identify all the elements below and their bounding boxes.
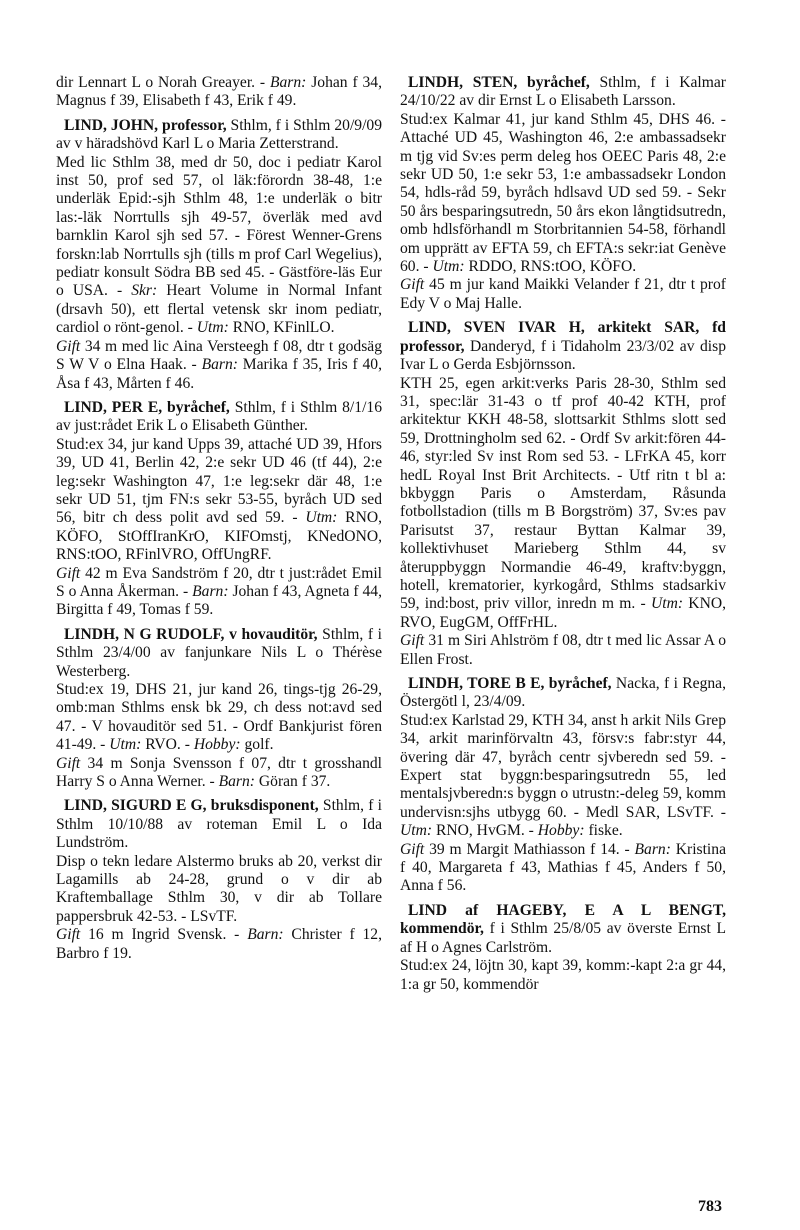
- family-text: Gift 39 m Margit Mathiasson f 14. - Barn: Kristina f 40, Margareta f 43, Mathias f 45, Anders f 50, Anna f 56.: [400, 840, 726, 895]
- entry-continuation: [56, 74, 382, 111]
- career-text: Stud:ex 34, jur kand Upps 39, attaché UD 39, Hfors 39, UD 41, Berlin 42, 2:e sekr UD 46 (tf 44), 2:e leg:sekr Washington 47, 1:e leg:sekr där 48, 1:e sekr UD 51, tjm FN:s sekr 53-55, byråch UD sed 56, bitr ch dess polit avd sed 59. - Utm: RNO, KÖFO, StOffIranKrO, KIFOmstj, KNedONO, RNS:tOO, RFinlVRO, OffUngRF.: [56, 435, 382, 564]
- gift-label: Gift: [400, 276, 425, 294]
- person-title: byråchef,: [527, 74, 590, 91]
- person-name: LINDH, TORE B E,: [408, 675, 545, 692]
- utm-label: Utm:: [651, 595, 684, 613]
- utm-label: Utm:: [196, 319, 229, 337]
- career-text: Stud:ex 19, DHS 21, jur kand 26, tings-tjg 26-29, omb:man Sthlms ensk bk 29, ch dess not:avd sed 47. - V hovauditör sed 51. - Ordf Bankjurist fören 41-49. - Utm: RVO. - Hobby: golf.: [56, 681, 382, 754]
- career-text: KTH 25, egen arkit:verks Paris 28-30, Sthlm sed 31, spec:lär 31-43 o tf prof 40-42 KTH, prof arkitektur KKH 48-58, slottsarkit Sthlms slott sed 59, Drottningholm sed 62. - Ordf Sv arkit:fören 44-46, styr:led Sv inst Rom sed 53. - LFrKA 45, korr hedL Royal Inst Brit Architects. - Utf ritn t bl a: bkbyggn Paris o Amsterdam, Råsunda fotbollstadion (tills m B Borgström) 37, Sv:es pav Parisutst 37, restaur Byttan Kalmar 39, kollektivhuset Marieberg Sthlm 44, sv återuppbyggn Normandie 46-49, kraftv:byggn, hotell, krematorier, kyrkogård, Sthlms stadsarkiv 59, ind:bost, priv villor, inredn m m. - Utm: KNO, RVO, EugGM, OffFrHL.: [400, 374, 726, 631]
- utm-label: Utm:: [109, 736, 142, 754]
- person-title: bruksdisponent,: [210, 797, 319, 815]
- hobby-label: Hobby:: [193, 736, 241, 754]
- entry-heading: LIND, SVEN IVAR H, arkitekt SAR, fd professor, Danderyd, f i Tidaholm 23/3/02 av disp Ivar L o Gerda Esbjörnsson.: [400, 319, 726, 374]
- career-text: Med lic Sthlm 38, med dr 50, doc i pediatr Karol inst 50, prof sed 57, ol läk:förordn 38-48, 1:e underläk Epid:-sjh Sthlm 48, 1:e underläk o bitr las:-läk Norrtulls sjh 49-57, överläk med avd barnklin Karol sjh sed 57. - Förest Wenner-Grens forskn:lab Norrtulls sjh (tills m prof Carl Wegelius), pediatr konsult Södra BB sed 45. - Gästföre-läs Eur o USA. - Skr: Heart Volume in Normal Infant (drsavh 50), ett flertal vetensk skr inom pediatr, cardiol o rönt-genol. - Utm: RNO, KFinlLO.: [56, 153, 382, 337]
- entry-heading: LIND, SIGURD E G, bruksdisponent, Sthlm, f i Sthlm 10/10/88 av roteman Emil L o Ida Lundström.: [56, 797, 382, 852]
- career-text: Stud:ex Kalmar 41, jur kand Sthlm 45, DHS 46. - Attaché UD 45, Washington 46, 2:e ambassadsekr m tjg vid Sv:es perm deleg hos OEEC Paris 48, 2:e sekr UD 50, 1:e sekr 53, 1:e ambassadsekr London 54, hdls-råd 59, byråch hdlsavd UD sed 59. - Sekr 50 års besparingsutredn, 50 års ekon långtidsutredn, omb hdlsförhandl m Storbritannien 54-58, förhandl om upprätt av EFTA 59, ch EFTA:s sekr:iat Genève 60. - Utm: RDDO, RNS:tOO, KÖFO.: [400, 110, 726, 276]
- person-name: LINDH, STEN,: [408, 74, 518, 91]
- barn-label: Barn:: [247, 926, 284, 944]
- right-column: [400, 74, 726, 1000]
- hobby-label: Hobby:: [537, 822, 585, 840]
- person-name: LIND, PER E,: [64, 398, 163, 416]
- barn-label: Barn:: [201, 356, 238, 374]
- person-name: LIND, SVEN IVAR H,: [408, 319, 585, 337]
- entry-lind-sigurd: [56, 797, 382, 963]
- entry-lind-per: [56, 399, 382, 620]
- person-title: arkitekt SAR, fd professor,: [400, 319, 726, 355]
- entry-lindh-tore: [400, 675, 726, 896]
- family-text: Gift 45 m jur kand Maikki Velander f 21, dtr t prof Edy V o Maj Halle.: [400, 276, 726, 312]
- gift-label: Gift: [56, 564, 81, 582]
- entry-text: dir Lennart L o Norah Greayer. - Barn: Johan f 34, Magnus f 39, Elisabeth f 43, Erik f 49.: [56, 74, 382, 110]
- page-number: 783: [698, 1198, 722, 1215]
- barn-label: Barn:: [634, 840, 671, 858]
- person-name: LIND af HAGEBY, E A L BENGT,: [408, 901, 726, 919]
- person-title: byråchef,: [167, 398, 230, 416]
- barn-label: Barn:: [218, 773, 255, 791]
- career-text: Stud:ex 24, löjtn 30, kapt 39, komm:-kapt 2:a gr 44, 1:a gr 50, kommendör: [400, 957, 726, 993]
- gift-label: Gift: [56, 926, 81, 944]
- person-name: LIND, JOHN,: [64, 116, 159, 134]
- person-name: LIND, SIGURD E G,: [64, 797, 207, 815]
- entry-lind-sven: [400, 319, 726, 669]
- entry-lindh-n-g: [56, 626, 382, 792]
- entry-heading: LINDH, N G RUDOLF, v hovauditör, Sthlm, f i Sthlm 23/4/00 av fanjunkare Nils L o Thérèse Westerberg.: [56, 625, 382, 680]
- barn-label: Barn:: [192, 582, 229, 600]
- person-title: professor,: [162, 116, 227, 134]
- gift-label: Gift: [56, 337, 81, 355]
- career-text: Stud:ex Karlstad 29, KTH 34, anst h arkit Nils Grep 34, arkit marinförvaltn 43, försv:s fabr:styr 44, övering där 47, byråch centr sjvberedn sed 59. - Expert stat byggn:besparingsutredn 55, led mentalsjvberedn:s byggn o utrustn:-deleg 59, komm undervisn:sjhs utbygg 60. - Medl SAR, LSvTF. - Utm: RNO, HvGM. - Hobby: fiske.: [400, 711, 726, 840]
- gift-label: Gift: [400, 840, 425, 858]
- gift-label: Gift: [56, 754, 81, 772]
- left-column: [56, 74, 382, 969]
- utm-label: Utm:: [432, 258, 465, 276]
- person-name: LINDH, N G RUDOLF,: [64, 625, 225, 643]
- utm-label: Utm:: [400, 822, 433, 840]
- person-title: byråchef,: [548, 675, 612, 692]
- entry-heading: LIND, JOHN, professor, Sthlm, f i Sthlm 20/9/09 av v häradshövd Karl L o Maria Zetterstrand.: [56, 116, 382, 153]
- family-text: Gift 42 m Eva Sandström f 20, dtr t just:rådet Emil S o Anna Åkerman. - Barn: Johan f 43, Agneta f 44, Birgitta f 49, Tomas f 59.: [56, 564, 382, 619]
- entry-heading: LINDH, TORE B E, byråchef, Nacka, f i Regna, Östergötl l, 23/4/09.: [400, 675, 726, 711]
- career-text: Disp o tekn ledare Alstermo bruks ab 20, verkst dir Lagamills ab 24-28, grund o v dir ab Kraftemballage Sthlm 30, v dir ab Tollare pappersbruk 42-53. - LSvTF.: [56, 852, 382, 925]
- entry-heading: LIND, PER E, byråchef, Sthlm, f i Sthlm 8/1/16 av just:rådet Erik L o Elisabeth Günther.: [56, 398, 382, 435]
- entry-heading: LINDH, STEN, byråchef, Sthlm, f i Kalmar 24/10/22 av dir Ernst L o Elisabeth Larsson.: [400, 74, 726, 110]
- utm-label: Utm:: [305, 509, 338, 527]
- person-title: v hovauditör,: [229, 625, 318, 643]
- entry-lindh-sten: [400, 74, 726, 313]
- skr-label: Skr:: [131, 282, 158, 300]
- family-text: Gift 16 m Ingrid Svensk. - Barn: Christer f 12, Barbro f 19.: [56, 926, 382, 962]
- family-text: Gift 34 m med lic Aina Versteegh f 08, dtr t godsäg S W V o Elna Haak. - Barn: Marika f 35, Iris f 40, Åsa f 43, Mårten f 46.: [56, 337, 382, 392]
- entry-lind-john: [56, 117, 382, 393]
- entry-lind-hageby: [400, 902, 726, 994]
- entry-heading: LIND af HAGEBY, E A L BENGT, kommendör, f i Sthlm 25/8/05 av överste Ernst L af H o Agnes Carlström.: [400, 901, 726, 956]
- family-text: Gift 34 m Sonja Svensson f 07, dtr t grosshandl Harry S o Anna Werner. - Barn: Göran f 37.: [56, 754, 382, 791]
- family-text: Gift 31 m Siri Ahlström f 08, dtr t med lic Assar A o Ellen Frost.: [400, 632, 726, 668]
- person-title: kommendör,: [400, 920, 484, 938]
- gift-label: Gift: [400, 632, 425, 650]
- barn-label: Barn:: [269, 74, 307, 91]
